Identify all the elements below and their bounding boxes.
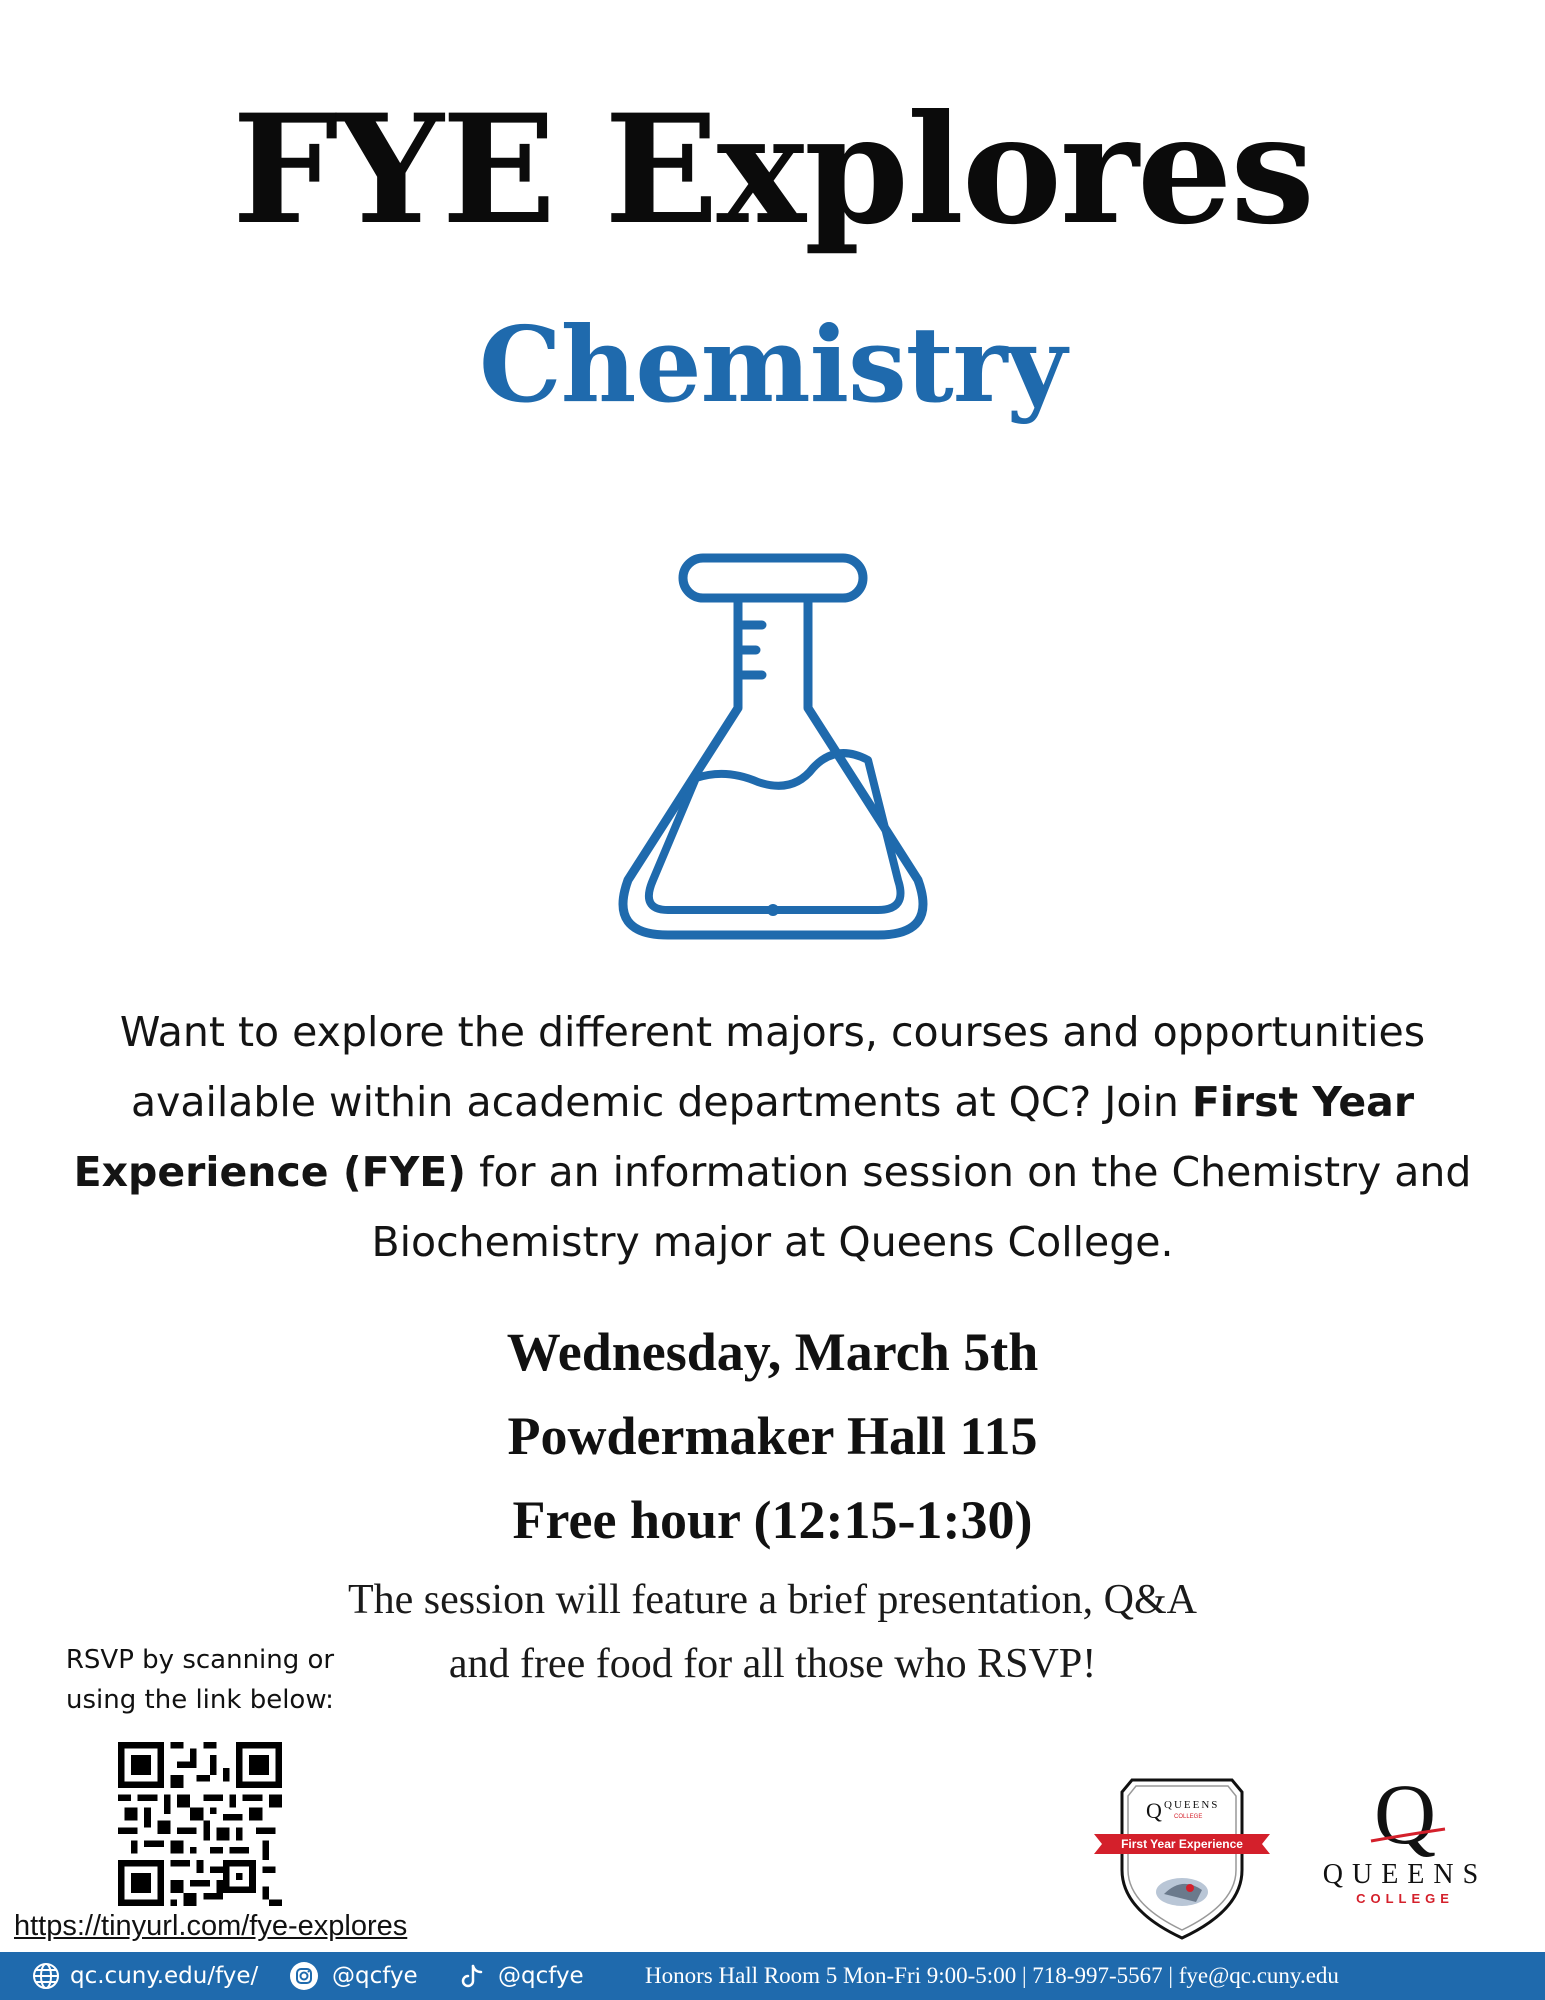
event-time: Free hour (12:15-1:30) bbox=[512, 1490, 1033, 1550]
footer-website[interactable]: qc.cuny.edu/fye/ bbox=[32, 1952, 258, 2000]
event-location: Powdermaker Hall 115 bbox=[507, 1406, 1038, 1466]
queens-college-logo bbox=[1305, 1765, 1505, 1915]
qr-code[interactable] bbox=[118, 1742, 282, 1906]
event-date: Wednesday, March 5th bbox=[506, 1322, 1039, 1382]
svg-text:QUEENS: QUEENS bbox=[1322, 1859, 1488, 1890]
intro-paragraph: Want to explore the different majors, courses and opportunities available within academic departments at QC? Join First Year Experience (FYE) for an information session on the Chemistry and Biochemistry major at Queens College. bbox=[73, 1008, 1472, 1266]
rsvp-link[interactable]: https://tinyurl.com/fye-explores bbox=[14, 1910, 408, 1942]
session-note: The session will feature a brief presentation, Q&A and free food for all those who RSVP! bbox=[347, 1577, 1198, 1687]
page-subtitle: Chemistry bbox=[479, 303, 1066, 426]
footer-bar bbox=[0, 1952, 1545, 2000]
svg-text:Q: Q bbox=[1146, 1798, 1162, 1823]
fye-name: First Year Experience (FYE) bbox=[73, 1078, 1415, 1196]
svg-text:Q: Q bbox=[1373, 1766, 1437, 1862]
event-details bbox=[0, 1310, 1545, 1562]
footer-instagram[interactable]: @qcfye bbox=[290, 1952, 418, 2000]
tiktok-icon bbox=[458, 1962, 486, 1990]
rsvp-instructions: RSVP by scanning or using the link below: bbox=[65, 1645, 335, 1715]
svg-text:QUEENS: QUEENS bbox=[1164, 1799, 1220, 1811]
globe-icon bbox=[32, 1962, 60, 1990]
svg-text:First Year Experience: First Year Experience bbox=[1121, 1837, 1243, 1851]
page-title: FYE Explores bbox=[232, 82, 1313, 258]
footer-tiktok[interactable]: @qcfye bbox=[458, 1952, 584, 2000]
instagram-icon bbox=[290, 1962, 318, 1990]
flask-icon bbox=[598, 550, 948, 950]
footer-contact-info: Honors Hall Room 5 Mon-Fri 9:00-5:00 | 718-997-5567 | fye@qc.cuny.edu bbox=[645, 1963, 1339, 1988]
fye-badge-logo bbox=[1092, 1770, 1272, 1945]
svg-text:COLLEGE: COLLEGE bbox=[1356, 1891, 1454, 1906]
svg-text:COLLEGE: COLLEGE bbox=[1174, 1814, 1203, 1820]
